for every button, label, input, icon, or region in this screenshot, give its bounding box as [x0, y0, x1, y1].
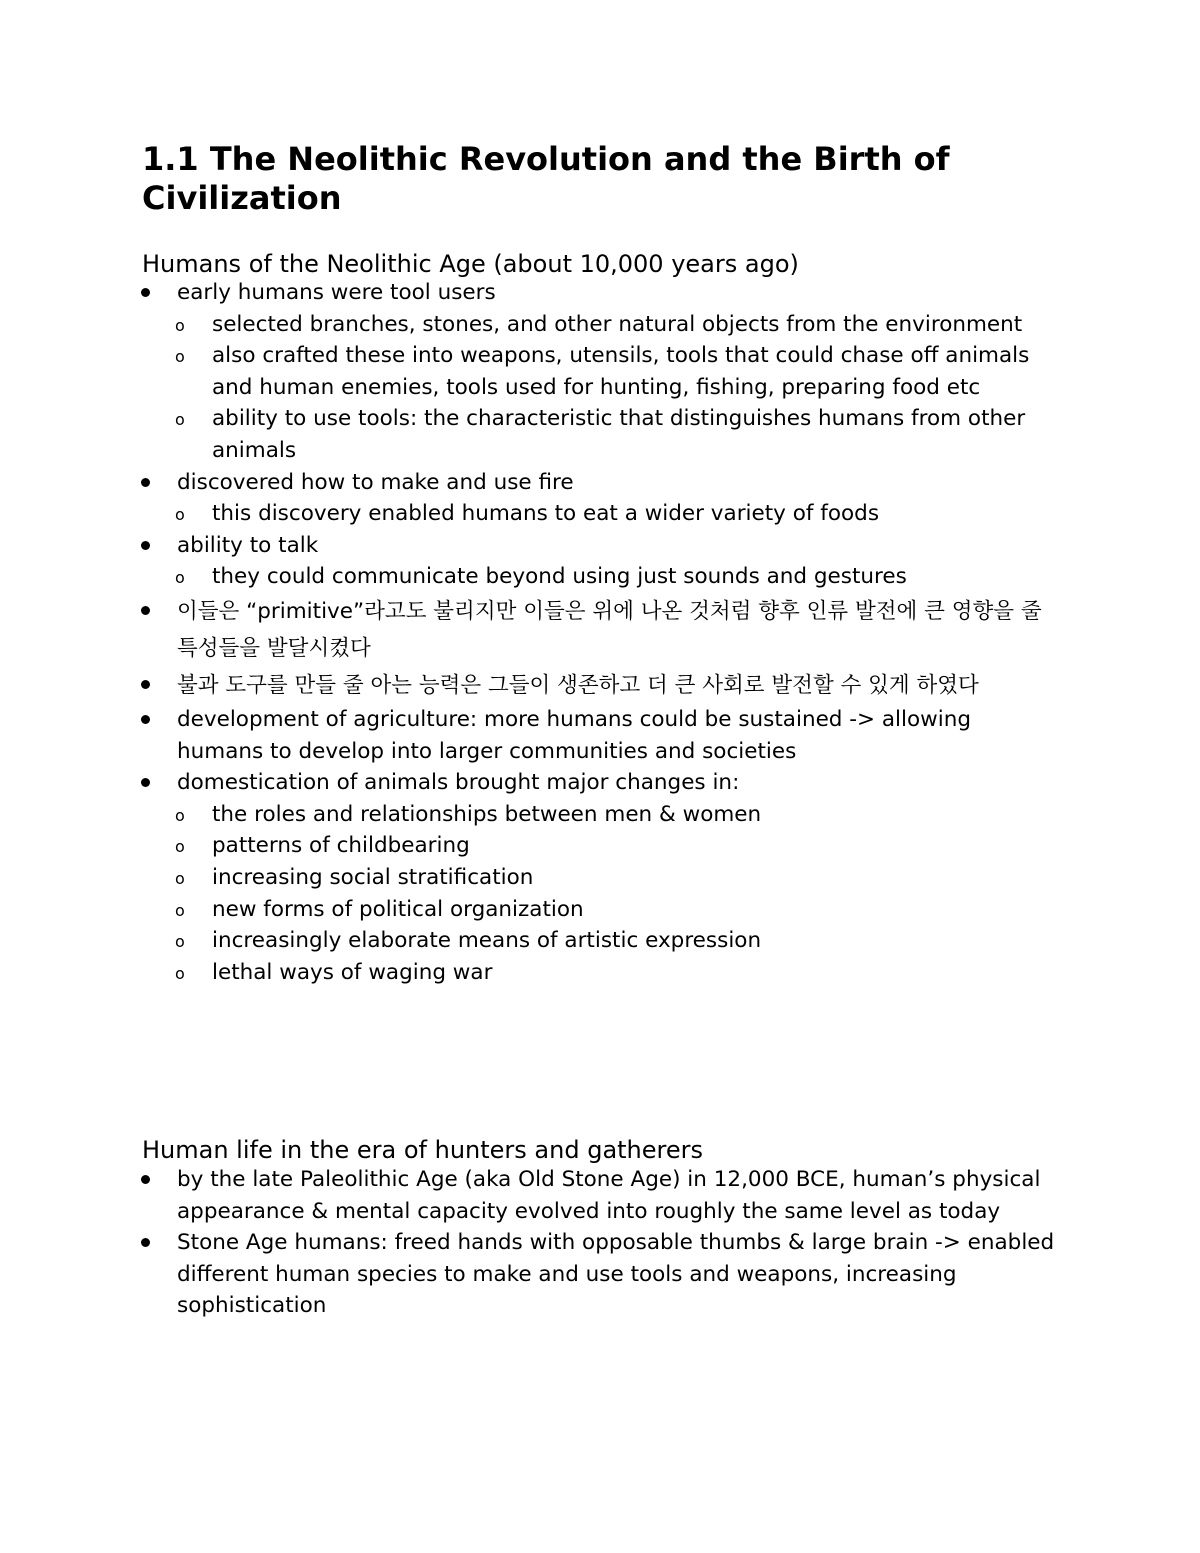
list-item: [0, 593, 1200, 667]
bullet-circle-icon: o: [175, 932, 185, 952]
hunters-gatherers-bullet-list: [0, 1164, 1200, 1322]
list-item-text: lethal ways of waging war: [212, 959, 493, 985]
list-item-text: 불과 도구를 만들 줄 아는 능력은 그들이 생존하고 더 큰 사회로 발전할 수 있게 하였다: [177, 672, 979, 698]
bullet-circle-icon: o: [175, 900, 185, 920]
bullet-dot-icon: [141, 680, 150, 689]
list-item: [0, 957, 1200, 989]
list-item-text: ability to talk: [177, 532, 319, 558]
bullet-dot-icon: [141, 541, 150, 550]
bullet-circle-icon: o: [175, 805, 185, 825]
list-item: [0, 561, 1200, 593]
list-item: [0, 467, 1200, 499]
list-item: [0, 830, 1200, 862]
list-item: [0, 862, 1200, 894]
list-item-text: also crafted these into weapons, utensils, tools that could chase off animals and human enemies, tools used for hunting, fishing, preparing food etc: [212, 343, 1030, 400]
bullet-circle-icon: o: [175, 837, 185, 857]
bullet-circle-icon: o: [175, 568, 185, 588]
list-item-text: 이들은 “primitive”라고도 불리지만 이들은 위에 나온 것처럼 향후 인류 발전에 큰 영향을 줄 특성들을 발달시켰다: [177, 598, 1042, 661]
list-item-text: the roles and relationships between men & women: [212, 801, 762, 827]
list-item-text: early humans were tool users: [177, 280, 496, 305]
list-item: [0, 799, 1200, 831]
list-item-text: selected branches, stones, and other natural objects from the environment: [212, 311, 1023, 337]
list-item: [0, 498, 1200, 530]
list-item: [0, 767, 1200, 799]
page-title: 1.1 The Neolithic Revolution and the Birth of Civilization: [142, 140, 950, 217]
bullet-dot-icon: [141, 1238, 150, 1247]
section-heading-neolithic: Humans of the Neolithic Age (about 10,000 years ago): [142, 250, 799, 278]
list-item: [0, 925, 1200, 957]
bullet-circle-icon: o: [175, 505, 185, 525]
bullet-circle-icon: o: [175, 963, 185, 983]
bullet-dot-icon: [141, 606, 150, 615]
list-item: [0, 1164, 1200, 1227]
list-item-text: domestication of animals brought major changes in:: [177, 770, 740, 796]
list-item-text: increasingly elaborate means of artistic expression: [212, 928, 762, 954]
list-item: [0, 704, 1200, 767]
list-item-text: this discovery enabled humans to eat a wider variety of foods: [212, 501, 880, 527]
list-item: [0, 1227, 1200, 1322]
list-item-text: ability to use tools: the characteristic that distinguishes humans from other animals: [212, 406, 1026, 463]
list-item: [0, 894, 1200, 926]
list-item-text: they could communicate beyond using just sounds and gestures: [212, 564, 907, 590]
list-item-text: Stone Age humans: freed hands with opposable thumbs & large brain -> enabled different human species to make and use tools and weapons, increasing sophistication: [177, 1230, 1055, 1319]
bullet-dot-icon: [141, 778, 150, 787]
list-item: [0, 340, 1200, 403]
list-item-text: discovered how to make and use fire: [177, 469, 574, 495]
list-item-text: increasing social stratification: [212, 864, 534, 890]
list-item: [0, 277, 1200, 309]
list-item: [0, 403, 1200, 466]
list-item-text: development of agriculture: more humans could be sustained -> allowing humans to develop into larger communities and societies: [177, 706, 971, 764]
list-item: [0, 309, 1200, 341]
bullet-dot-icon: [141, 478, 150, 487]
bullet-circle-icon: o: [175, 347, 185, 367]
list-item: [0, 667, 1200, 704]
list-item-text: by the late Paleolithic Age (aka Old Stone Age) in 12,000 BCE, human’s physical appearance & mental capacity evolved into roughly the same level as today: [177, 1167, 1041, 1224]
bullet-circle-icon: o: [175, 410, 185, 430]
bullet-circle-icon: o: [175, 315, 185, 335]
bullet-circle-icon: o: [175, 868, 185, 888]
neolithic-bullet-list: [0, 277, 1200, 988]
bullet-dot-icon: [141, 1175, 150, 1184]
bullet-dot-icon: [141, 715, 150, 724]
list-item: [0, 530, 1200, 562]
section-heading-hunters-gatherers: Human life in the era of hunters and gatherers: [142, 1136, 704, 1164]
list-item-text: patterns of childbearing: [212, 833, 470, 859]
list-item-text: new forms of political organization: [212, 896, 584, 922]
bullet-dot-icon: [141, 288, 150, 297]
